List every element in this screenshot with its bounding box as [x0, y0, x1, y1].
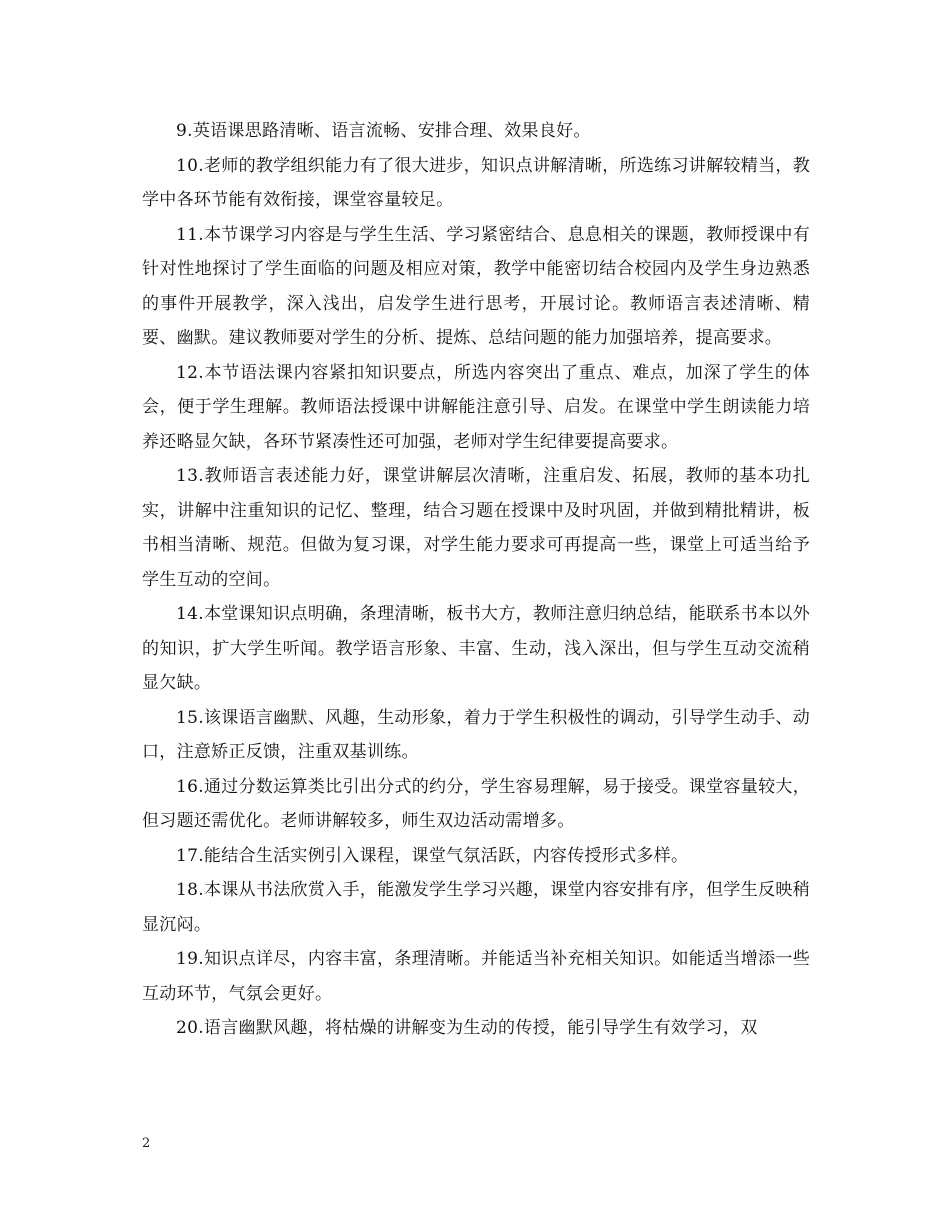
- comment-paragraph-10: 10.老师的教学组织能力有了很大进步，知识点讲解清晰，所选练习讲解较精当，教学中各环节能有效衔接，课堂容量较足。: [142, 155, 810, 210]
- comment-paragraph-15: 15.该课语言幽默、风趣，生动形象，着力于学生积极性的调动，引导学生动手、动口，注意矫正反馈，注重双基训练。: [142, 707, 810, 762]
- comment-paragraph-16: 16.通过分数运算类比引出分式的约分，学生容易理解，易于接受。课堂容量较大，但习题还需优化。老师讲解较多，师生双边活动需增多。: [142, 776, 810, 831]
- page-number: 2: [142, 1136, 151, 1151]
- comment-paragraph-13: 13.教师语言表述能力好，课堂讲解层次清晰，注重启发、拓展，教师的基本功扎实，讲解中注重知识的记忆、整理，结合习题在授课中及时巩固，并做到精批精讲，板书相当清晰、规范。但做为复习课，对学生能力要求可再提高一些，课堂上可适当给予学生互动的空间。: [142, 466, 810, 590]
- comment-paragraph-12: 12.本节语法课内容紧扣知识要点，所选内容突出了重点、难点，加深了学生的体会，便于学生理解。教师语法授课中讲解能注意引导、启发。在课堂中学生朗读能力培养还略显欠缺，各环节紧凑性还可加强，老师对学生纪律要提高要求。: [142, 362, 810, 452]
- comment-paragraph-17: 17.能结合生活实例引入课程，课堂气氛活跃，内容传授形式多样。: [176, 845, 689, 866]
- comment-paragraph-9: 9.英语课思路清晰、语言流畅、安排合理、效果良好。: [176, 121, 591, 141]
- comment-paragraph-18: 18.本课从书法欣赏入手，能激发学生学习兴趣，课堂内容安排有序，但学生反映稍显沉闷。: [142, 880, 810, 935]
- comment-paragraph-14: 14.本堂课知识点明确，条理清晰，板书大方，教师注意归纳总结，能联系书本以外的知识，扩大学生听闻。教学语言形象、丰富、生动，浅入深出，但与学生互动交流稍显欠缺。: [142, 604, 810, 693]
- comment-paragraph-11: 11.本节课学习内容是与学生生活、学习紧密结合、息息相关的课题，教师授课中有针对性地探讨了学生面临的问题及相应对策，教学中能密切结合校园内及学生身边熟悉的事件开展教学，深入浅出，启发学生进行思考，开展讨论。教师语言表述清晰、精要、幽默。建议教师要对学生的分析、提炼、总结问题的能力加强培养，提高要求。: [142, 224, 810, 348]
- page-body: [142, 114, 810, 1046]
- comment-paragraph-20: 20.语言幽默风趣，将枯燥的讲解变为生动的传授，能引导学生有效学习，双: [176, 1018, 758, 1038]
- comment-paragraph-19: 19.知识点详尽，内容丰富，条理清晰。并能适当补充相关知识。如能适当增添一些互动环节，气氛会更好。: [142, 949, 810, 1004]
